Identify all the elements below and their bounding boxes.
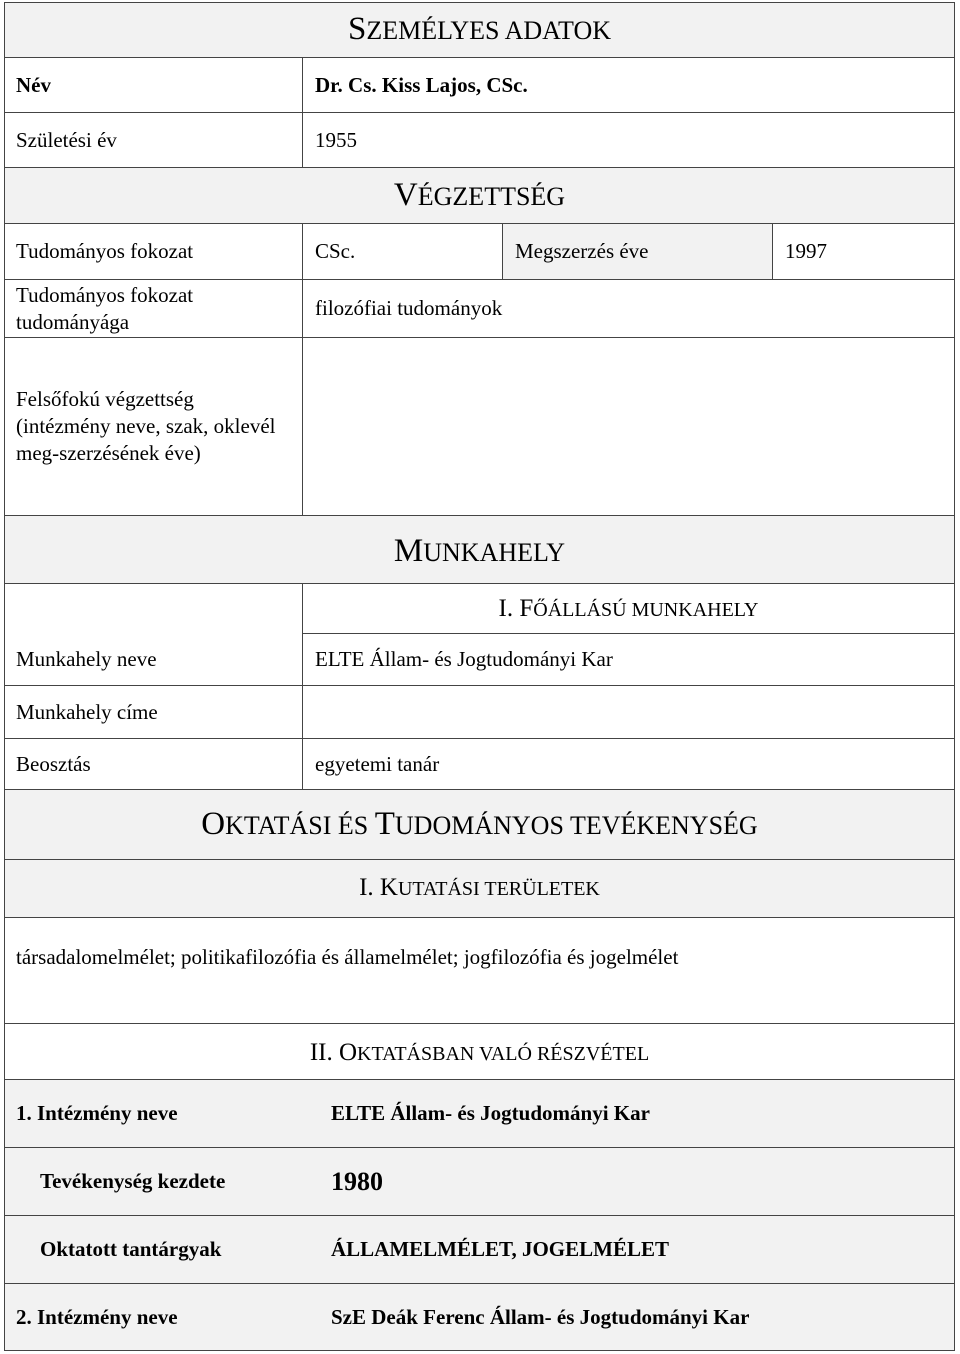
subsection-title: I. FŐÁLLÁSÚ MUNKAHELY <box>498 594 759 622</box>
subheader-teaching <box>4 1023 955 1080</box>
subjects-label: Oktatott tantárgyak <box>40 1237 222 1261</box>
workplace-name-value: ELTE Állam- és Jogtudományi Kar <box>303 633 954 685</box>
section-header-education <box>4 167 955 224</box>
subsection-title: I. KUTATÁSI TERÜLETEK <box>359 874 600 901</box>
subjects-row <box>4 1215 955 1284</box>
subjects-value: ÁLLAMELMÉLET, JOGELMÉLET <box>331 1237 669 1261</box>
degree-field-label: Tudományos fokozat tudományága <box>5 280 303 337</box>
institution-label: 1. Intézmény neve <box>16 1101 178 1125</box>
birth-row <box>4 112 955 168</box>
birth-label: Születési év <box>5 113 303 167</box>
research-areas-text: társadalomelmélet; politikafilozófia és államelmélet; jogfilozófia és jogelmélet <box>16 945 679 969</box>
institution-label: 2. Intézmény neve <box>16 1304 178 1329</box>
workplace-name-label: Munkahely neve <box>5 633 303 685</box>
higher-education-label: Felsőfokú végzettség (intézmény neve, szak, oklevél meg-szerzésének éve) <box>5 338 303 515</box>
institution-row <box>4 1283 955 1351</box>
section-header-activity <box>4 789 955 860</box>
position-value: egyetemi tanár <box>315 751 440 776</box>
section-title: VÉGZETTSÉG <box>393 176 566 213</box>
higher-education-value <box>303 338 954 515</box>
institution-row <box>4 1079 955 1148</box>
workplace-name-row <box>4 633 955 686</box>
position-row <box>4 738 955 790</box>
position-label: Beosztás <box>5 739 303 789</box>
subsection-title: II. OKTATÁSBAN VALÓ RÉSZVÉTEL <box>309 1039 650 1066</box>
activity-start-row <box>4 1147 955 1216</box>
workplace-address-value <box>303 686 954 738</box>
name-value: Dr. Cs. Kiss Lajos, CSc. <box>315 72 528 97</box>
section-title: SZEMÉLYES ADATOK <box>348 11 611 47</box>
activity-start-value: 1980 <box>331 1167 383 1196</box>
institution-value: SzE Deák Ferenc Állam- és Jogtudományi Kar <box>331 1304 750 1329</box>
higher-education-row <box>4 337 955 516</box>
degree-year-label: Megszerzés éve <box>503 224 773 279</box>
degree-row <box>4 223 955 280</box>
activity-start-label: Tevékenység kezdete <box>40 1169 226 1193</box>
birth-value: 1955 <box>315 127 357 152</box>
subheader-research <box>4 859 955 918</box>
degree-year-value: 1997 <box>785 239 827 263</box>
degree-field-row <box>4 279 955 338</box>
workplace-address-row <box>4 685 955 739</box>
degree-field-value: filozófiai tudományok <box>315 296 503 320</box>
degree-value: CSc. <box>303 224 503 279</box>
name-row <box>4 57 955 113</box>
workplace-address-label: Munkahely címe <box>5 686 303 738</box>
subheader-main-workplace <box>4 583 955 634</box>
section-header-personal <box>4 2 955 58</box>
institution-value: ELTE Állam- és Jogtudományi Kar <box>331 1101 650 1125</box>
research-areas-row <box>4 917 955 1024</box>
section-title: MUNKAHELY <box>393 532 566 569</box>
section-title: OKTATÁSI ÉS TUDOMÁNYOS TEVÉKENYSÉG <box>201 805 758 842</box>
section-header-workplace <box>4 515 955 584</box>
degree-label: Tudományos fokozat <box>5 224 303 279</box>
name-label: Név <box>5 58 303 112</box>
